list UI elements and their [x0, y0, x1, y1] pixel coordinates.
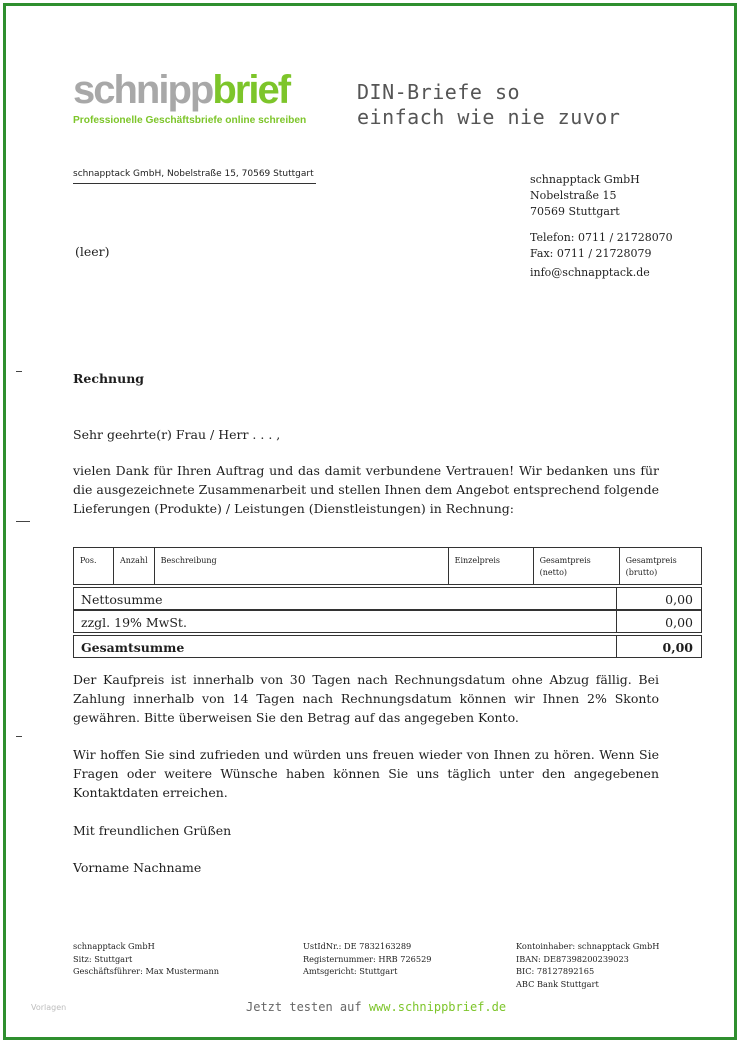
fold-mark-top	[16, 371, 22, 372]
handwritten-slogan	[357, 80, 620, 130]
intro-paragraph: vielen Dank für Ihren Auftrag und das damit verbundene Vertrauen! Wir bedanken uns für die ausgezeichnete Zusammenarbeit und stellen Ihnen dem Angebot entsprechend folgende Lieferungen (Produkte) / Leistungen (Dienstleistungen) in Rechnung:	[73, 463, 659, 516]
return-address: schnapptack GmbH, Nobelstraße 15, 70569 Stuttgart	[73, 169, 316, 184]
vat-value: 0,00	[665, 615, 693, 630]
col-total-gross: Gesamtpreis (brutto)	[619, 548, 701, 585]
sender-city: 70569 Stuttgart	[530, 205, 620, 218]
col-pos: Pos.	[74, 548, 114, 585]
cta-link[interactable]: www.schnippbrief.de	[368, 1000, 507, 1014]
recipient-address: (leer)	[75, 244, 110, 259]
sender-email: info@schnapptack.de	[530, 266, 650, 279]
vat-label: zzgl. 19% MwSt.	[81, 615, 187, 630]
footer-bank-info: Kontoinhaber: schnapptack GmbH IBAN: DE87398200239023 BIC: 78127892165 ABC Bank Stuttgart	[516, 941, 660, 989]
page-border	[3, 3, 737, 1040]
grand-total-label: Gesamtsumme	[81, 640, 185, 655]
table-header-row	[74, 548, 702, 585]
invoice-items-table	[73, 547, 702, 585]
sender-block	[530, 172, 673, 281]
closing-paragraph: Wir hoffen Sie sind zufrieden und würden uns freuen wieder von Ihnen zu hören. Wenn Sie Fragen oder weitere Wünsche haben können Sie uns täglich unter den angegebenen Kontaktdaten erreichen.	[73, 747, 659, 800]
col-unit-price: Einzelpreis	[448, 548, 533, 585]
punch-mark	[16, 521, 30, 522]
sender-phone: Telefon: 0711 / 21728070	[530, 231, 673, 244]
vat-row	[73, 610, 702, 633]
brand-logo	[73, 68, 313, 126]
grand-total-value: 0,00	[662, 640, 693, 655]
slogan-line-2: einfach wie nie zuvor	[357, 105, 621, 129]
grand-total-row	[73, 635, 702, 658]
col-description: Beschreibung	[154, 548, 448, 585]
col-qty: Anzahl	[114, 548, 155, 585]
logo-tagline: Professionelle Geschäftsbriefe online schreiben	[73, 115, 307, 126]
col-total-net: Gesamtpreis (netto)	[533, 548, 619, 585]
footer-registry-info: UstIdNr.: DE 7832163289 Registernummer: HRB 726529 Amtsgericht: Stuttgart	[303, 941, 432, 976]
net-total-row	[73, 587, 702, 610]
cta-text: Jetzt testen auf	[246, 1000, 362, 1014]
sender-fax: Fax: 0711 / 21728079	[530, 247, 652, 260]
watermark-text: Vorlagen	[31, 1003, 67, 1012]
net-total-label: Nettosumme	[81, 592, 163, 607]
slogan-line-1: DIN-Briefe so	[357, 80, 521, 104]
net-total-value: 0,00	[665, 592, 693, 607]
payment-terms: Der Kaufpreis ist innerhalb von 30 Tagen nach Rechnungsdatum ohne Abzug fällig. Bei Zahlung innerhalb von 14 Tagen nach Rechnungsdatum können wir Ihnen 2% Skonto gewähren. Bitte überweisen Sie den Betrag auf das angegeben Konto.	[73, 672, 659, 725]
sender-street: Nobelstraße 15	[530, 189, 617, 202]
greeting: Mit freundlichen Grüßen	[73, 823, 232, 838]
footer-company-info: schnapptack GmbH Sitz: Stuttgart Geschäftsführer: Max Mustermann	[73, 941, 220, 976]
signature-name: Vorname Nachname	[73, 860, 202, 875]
logo-wordmark: schnippbrief	[73, 68, 290, 112]
salutation: Sehr geehrte(r) Frau / Herr . . . ,	[73, 427, 281, 442]
fold-mark-bottom	[16, 736, 22, 737]
sender-company: schnapptack GmbH	[530, 173, 640, 186]
cta-banner	[246, 1000, 506, 1014]
letter-subject: Rechnung	[73, 371, 145, 386]
